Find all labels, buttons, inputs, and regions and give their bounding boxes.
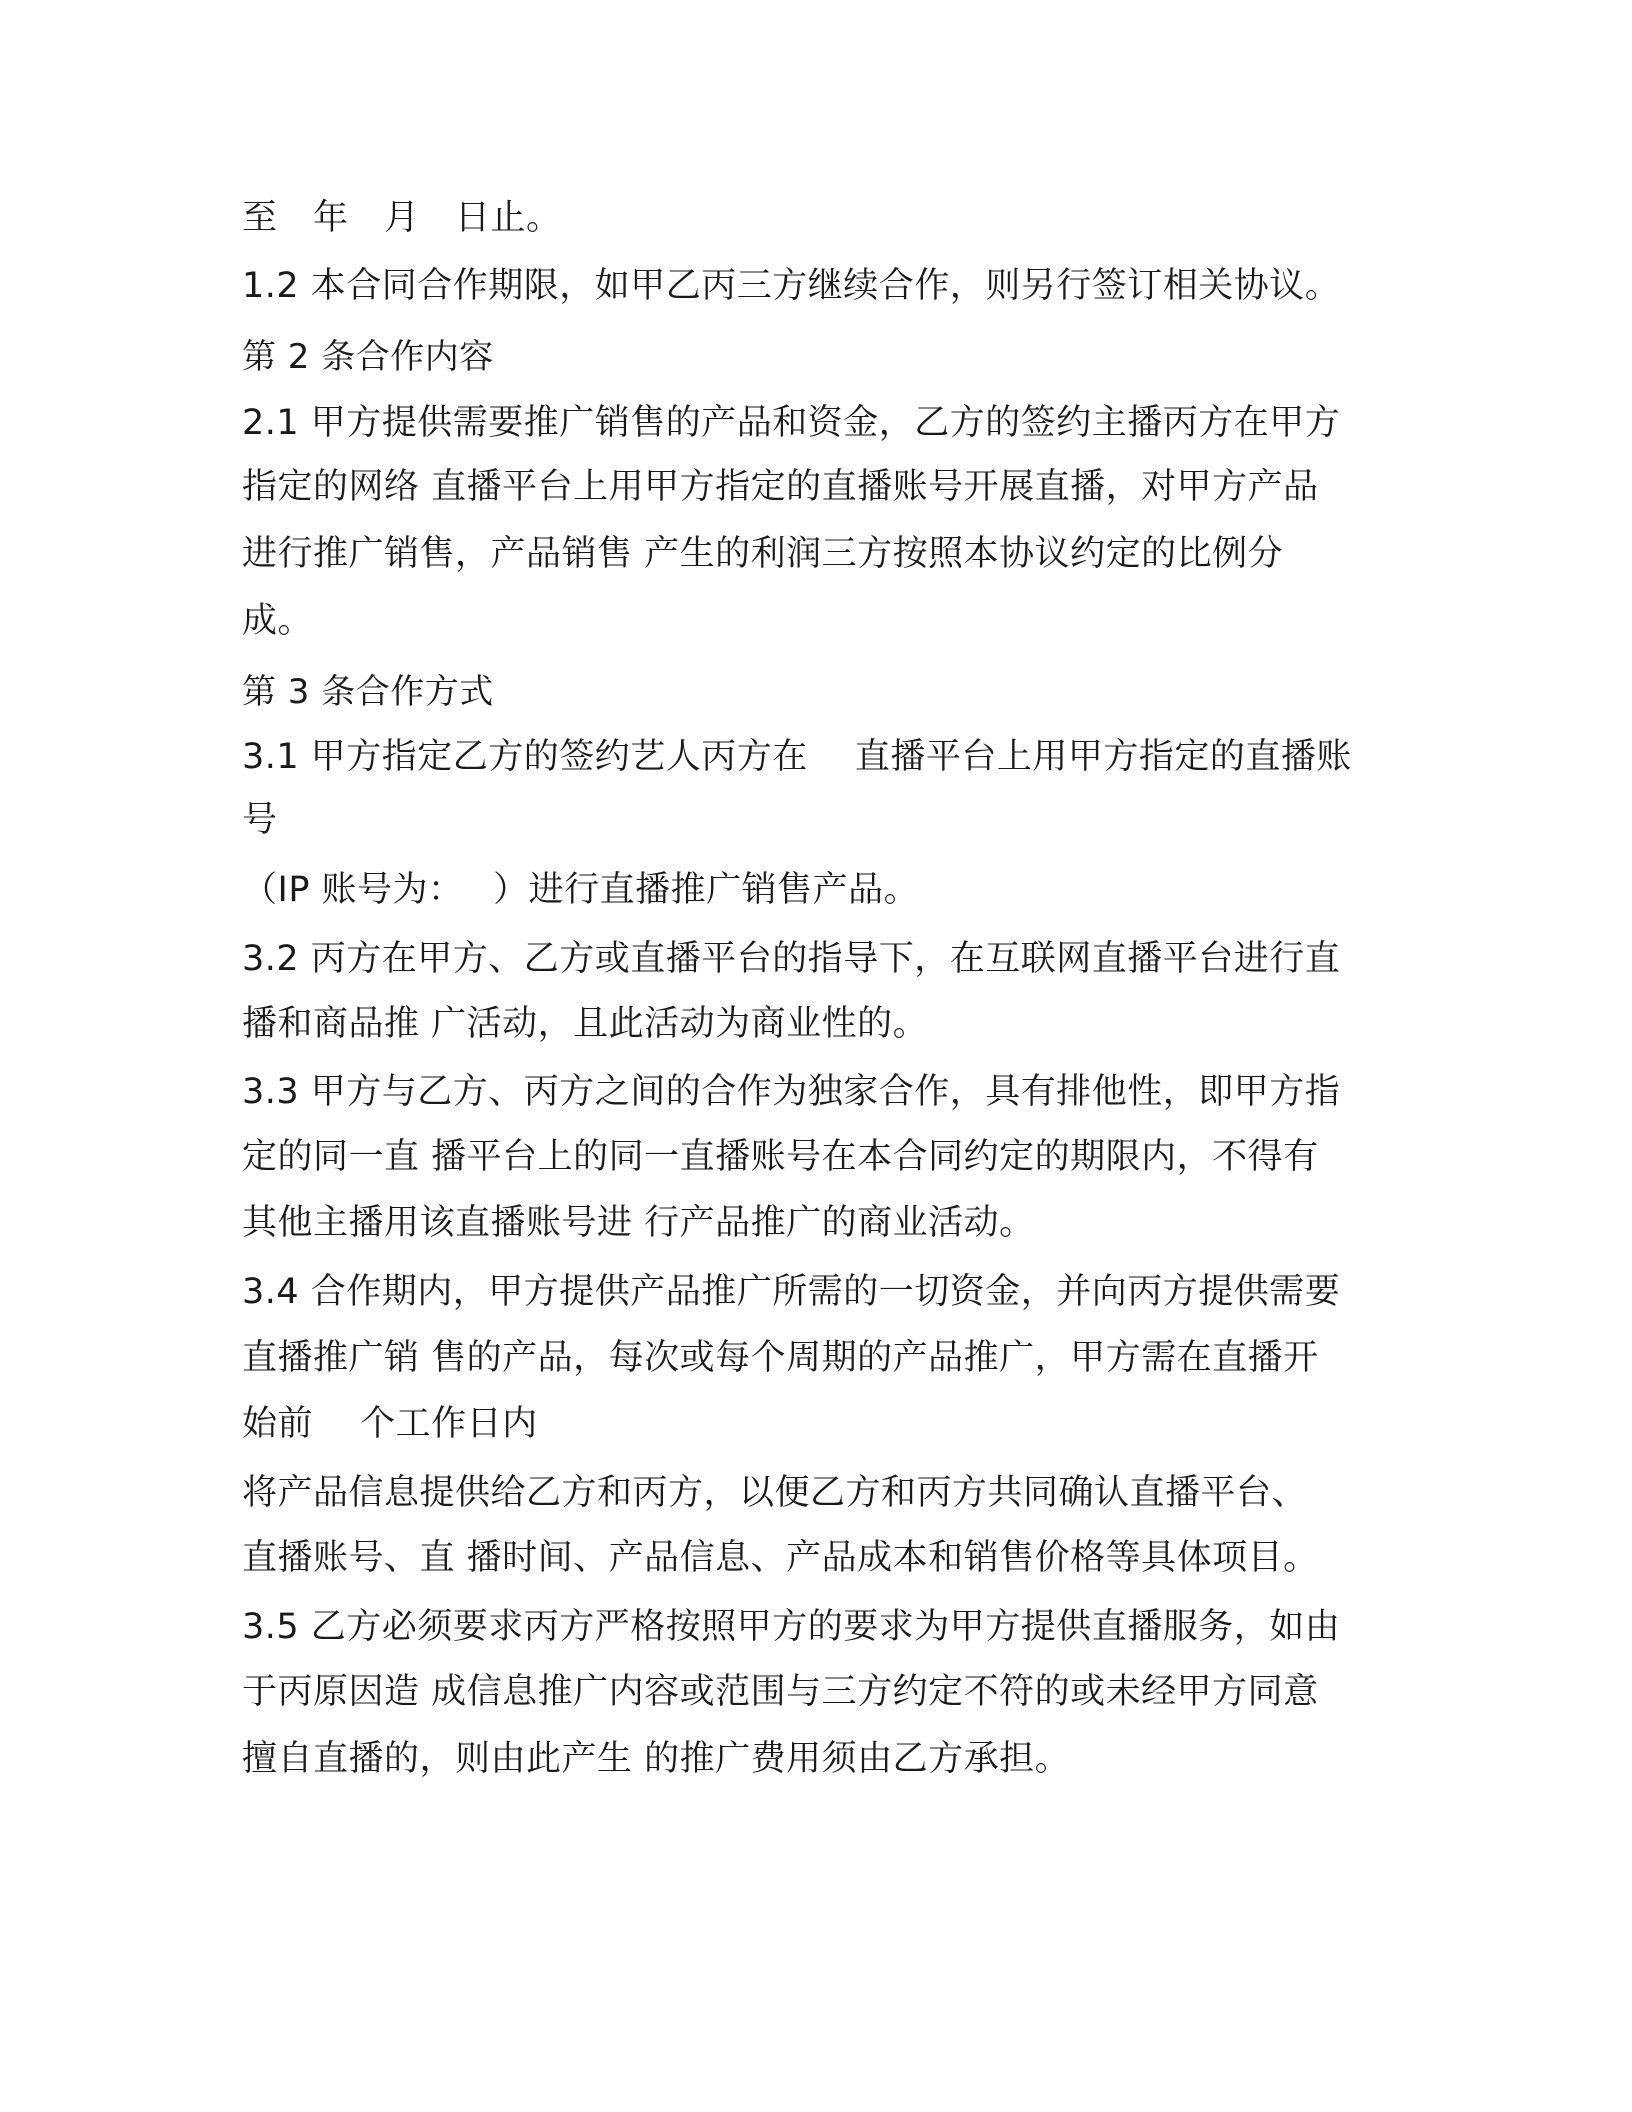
text-line: 指定的网络 直播平台上用甲方指定的直播账号开展直播，对甲方产品 [242,467,1319,507]
text-line: 号 [242,800,278,840]
text-line: 于丙原因造 成信息推广内容或范围与三方约定不符的或未经甲方同意 [242,1672,1319,1712]
text-line: 直播账号、直 播时间、产品信息、产品成本和销售价格等具体项目。 [242,1538,1319,1578]
text-line: 擅自直播的，则由此产生 的推广费用须由乙方承担。 [242,1739,1071,1779]
text-line: 播和商品推 广活动，且此活动为商业性的。 [242,1004,929,1044]
text-line: 3.5 乙方必须要求丙方严格按照甲方的要求为甲方提供直播服务，如由 [242,1607,1341,1647]
text-line: 2.1 甲方提供需要推广销售的产品和资金，乙方的签约主播丙方在甲方 [242,403,1341,443]
text-line: 3.1 甲方指定乙方的签约艺人丙方在 直播平台上用甲方指定的直播账 [242,737,1352,777]
text-line: 其他主播用该直播账号进 行产品推广的商业活动。 [242,1203,1035,1243]
text-line: 至 年 月 日止。 [242,198,562,238]
text-line: 直播推广销 售的产品，每次或每个周期的产品推广，甲方需在直播开 [242,1338,1319,1378]
text-line: （IP 账号为： ）进行直播推广销售产品。 [242,870,920,910]
text-line: 将产品信息提供给乙方和丙方，以便乙方和丙方共同确认直播平台、 [242,1473,1308,1513]
text-line: 3.4 合作期内，甲方提供产品推广所需的一切资金，并向丙方提供需要 [242,1272,1341,1312]
text-line: 始前 个工作日内 [242,1404,538,1444]
section-heading: 第 2 条合作内容 [242,337,494,377]
text-line: 进行推广销售，产品销售 产生的利润三方按照本协议约定的比例分 [242,534,1284,574]
text-line: 1.2 本合同合作期限，如甲乙丙三方继续合作，则另行签订相关协议。 [242,266,1341,306]
text-line: 3.2 丙方在甲方、乙方或直播平台的指导下，在互联网直播平台进行直 [242,939,1341,979]
text-line: 成。 [242,601,314,641]
text-line: 定的同一直 播平台上的同一直播账号在本合同约定的期限内，不得有 [242,1137,1319,1177]
section-heading: 第 3 条合作方式 [242,672,494,712]
text-line: 3.3 甲方与乙方、丙方之间的合作为独家合作，具有排他性，即甲方指 [242,1072,1341,1112]
